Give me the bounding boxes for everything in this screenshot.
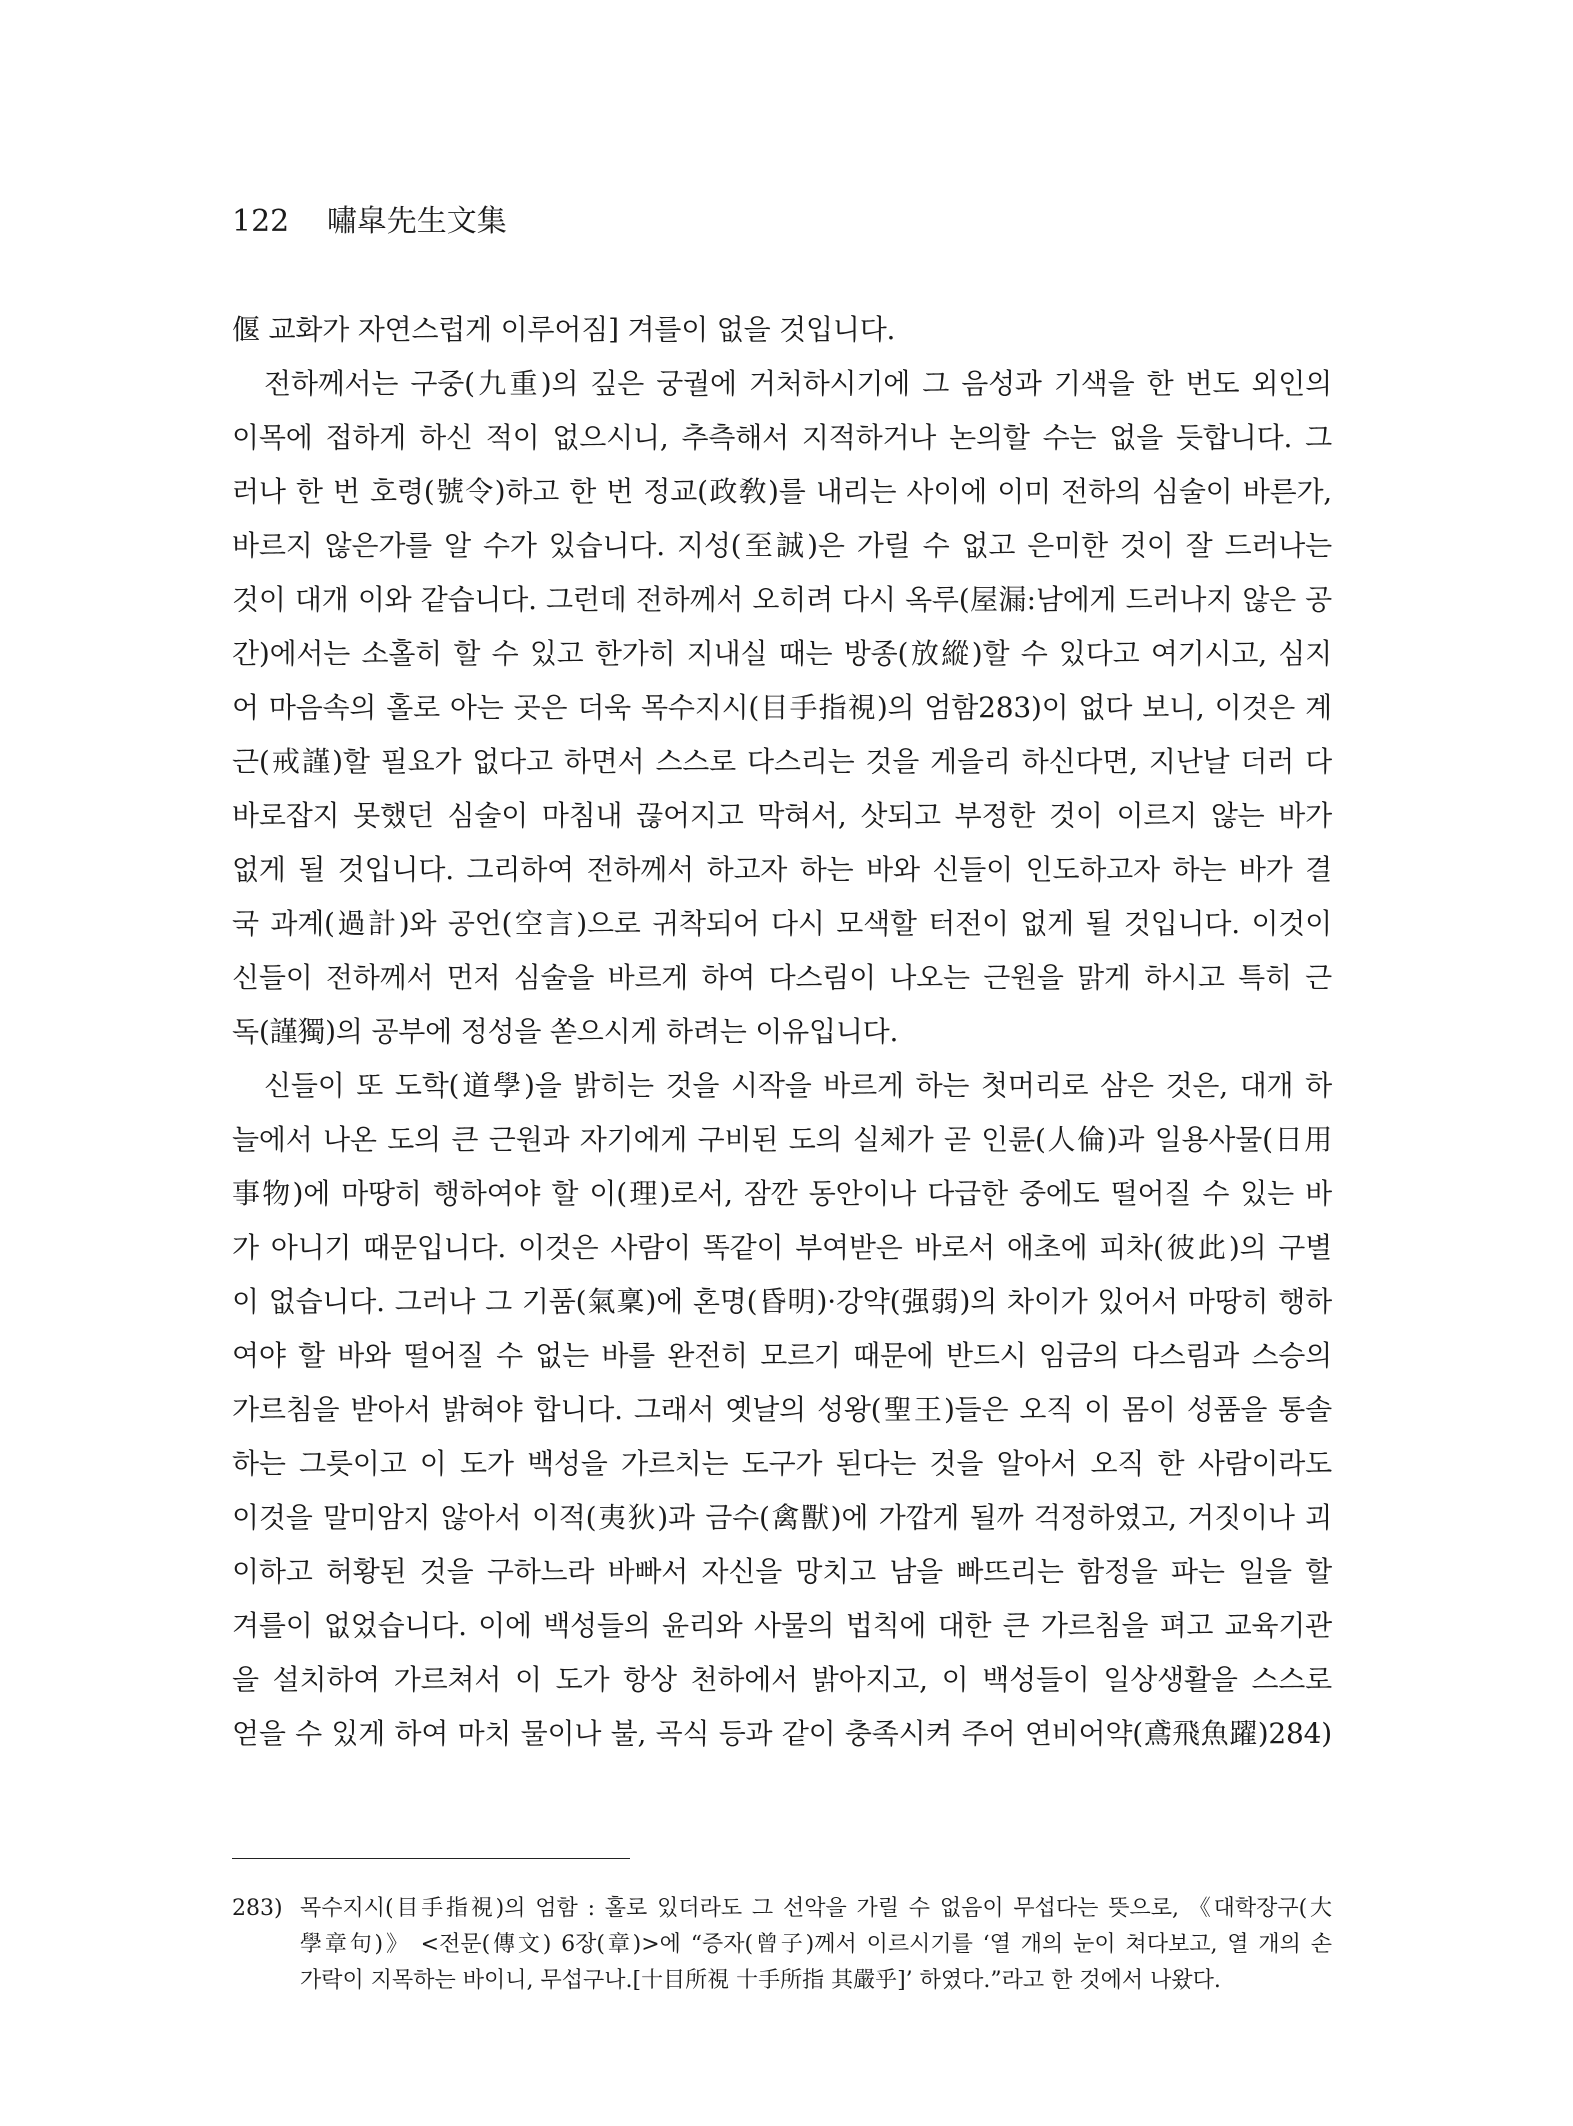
footnote-line: 學章句)》 <전문(傳文) 6장(章)>에 “증자(曾子)께서 이르시기를 ‘열 개의 눈이 쳐다보고, 열 개의 손 [300,1932,1332,1957]
text-line: 어 마음속의 홀로 아는 곳은 더욱 목수지시(目手指視)의 엄함283)이 없다 보니, 이것은 계 [232,691,1332,724]
text-line: 하는 그릇이고 이 도가 백성을 가르치는 도구가 된다는 것을 알아서 오직 한 사람이라도 [232,1447,1332,1480]
text-line: 러나 한 번 호령(號令)하고 한 번 정교(政敎)를 내리는 사이에 이미 전하의 심술이 바른가, [232,475,1332,508]
text-line: 여야 할 바와 떨어질 수 없는 바를 완전히 모르기 때문에 반드시 임금의 다스림과 스승의 [232,1339,1332,1372]
text-line: 국 과계(過計)와 공언(空言)으로 귀착되어 다시 모색할 터전이 없게 될 것입니다. 이것이 [232,907,1332,940]
text-line: 이 없습니다. 그러나 그 기품(氣稟)에 혼명(昏明)·강약(强弱)의 차이가 있어서 마땅히 행하 [232,1285,1332,1318]
footnote-divider [232,1858,630,1859]
text-line: 偃 교화가 자연스럽게 이루어짐] 겨를이 없을 것입니다. [232,313,896,346]
text-line: 이것을 말미암지 않아서 이적(夷狄)과 금수(禽獸)에 가깝게 될까 걱정하였고, 거짓이나 괴 [232,1501,1332,1534]
text-line: 바르지 않은가를 알 수가 있습니다. 지성(至誠)은 가릴 수 없고 은미한 것이 잘 드러나는 [232,529,1332,562]
text-line: 이하고 허황된 것을 구하느라 바빠서 자신을 망치고 남을 빠뜨리는 함정을 파는 일을 할 [232,1555,1332,1588]
text-line: 신들이 또 도학(道學)을 밝히는 것을 시작을 바르게 하는 첫머리로 삼은 것은, 대개 하 [264,1069,1332,1102]
book-title: 嘯皐先生文集 [326,204,507,239]
text-line: 가르침을 받아서 밝혀야 합니다. 그래서 옛날의 성왕(聖王)들은 오직 이 몸이 성품을 통솔 [232,1393,1332,1426]
text-line: 없게 될 것입니다. 그리하여 전하께서 하고자 하는 바와 신들이 인도하고자 하는 바가 결 [232,853,1332,886]
footnote-line: 가락이 지목하는 바이니, 무섭구나.[十目所視 十手所指 其嚴乎]’ 하였다.”라고 한 것에서 나왔다. [300,1968,1221,1993]
page-header [232,196,507,240]
footnote-line: 목수지시(目手指視)의 엄함 : 홀로 있더라도 그 선악을 가릴 수 없음이 무섭다는 뜻으로, 《대학장구(大 [300,1896,1332,1921]
text-line: 이목에 접하게 하신 적이 없으시니, 추측해서 지적하거나 논의할 수는 없을 듯합니다. 그 [232,421,1332,454]
text-line: 간)에서는 소홀히 할 수 있고 한가히 지내실 때는 방종(放縱)할 수 있다고 여기시고, 심지 [232,637,1332,670]
text-line: 가 아니기 때문입니다. 이것은 사람이 똑같이 부여받은 바로서 애초에 피차(彼此)의 구별 [232,1231,1332,1264]
text-line: 겨를이 없었습니다. 이에 백성들의 윤리와 사물의 법칙에 대한 큰 가르침을 펴고 교육기관 [232,1609,1332,1642]
text-line: 것이 대개 이와 같습니다. 그런데 전하께서 오히려 다시 옥루(屋漏:남에게 드러나지 않은 공 [232,583,1332,616]
text-line: 바로잡지 못했던 심술이 마침내 끊어지고 막혀서, 삿되고 부정한 것이 이르지 않는 바가 [232,799,1332,832]
text-line: 근(戒謹)할 필요가 없다고 하면서 스스로 다스리는 것을 게을리 하신다면, 지난날 더러 다 [232,745,1332,778]
text-line: 얻을 수 있게 하여 마치 물이나 불, 곡식 등과 같이 충족시켜 주어 연비어약(鳶飛魚躍)284) [232,1717,1332,1750]
text-line: 독(謹獨)의 공부에 정성을 쏟으시게 하려는 이유입니다. [232,1015,899,1048]
text-line: 신들이 전하께서 먼저 심술을 바르게 하여 다스림이 나오는 근원을 맑게 하시고 특히 근 [232,961,1332,994]
text-line: 전하께서는 구중(九重)의 깊은 궁궐에 거처하시기에 그 음성과 기색을 한 번도 외인의 [264,367,1332,400]
text-line: 늘에서 나온 도의 큰 근원과 자기에게 구비된 도의 실체가 곧 인륜(人倫)과 일용사물(日用 [232,1123,1332,1156]
page-number: 122 [232,204,290,239]
text-line: 事物)에 마땅히 행하여야 할 이(理)로서, 잠깐 동안이나 다급한 중에도 떨어질 수 있는 바 [232,1177,1332,1210]
text-line: 을 설치하여 가르쳐서 이 도가 항상 천하에서 밝아지고, 이 백성들이 일상생활을 스스로 [232,1663,1332,1696]
footnote-marker: 283) [232,1896,283,1921]
